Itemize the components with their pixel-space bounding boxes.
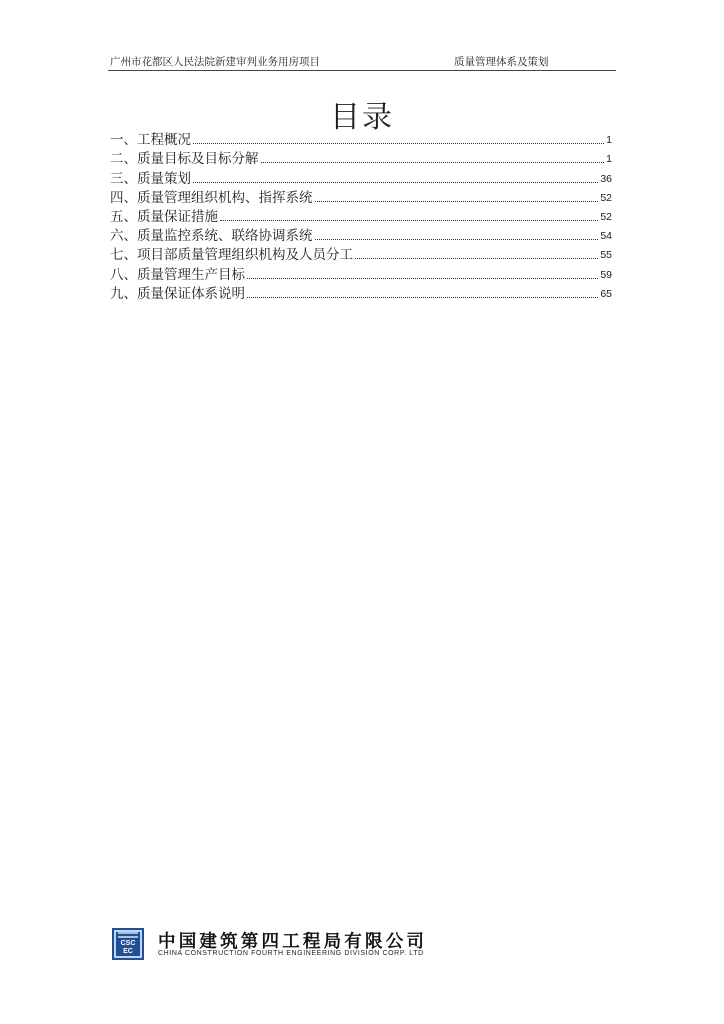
company-name-en: CHINA CONSTRUCTION FOURTH ENGINEERING DIVISION CORP. LTD	[158, 950, 424, 957]
toc-entry[interactable]	[110, 130, 612, 149]
toc-entry-label: 一、工程概况	[110, 132, 191, 149]
toc-entry[interactable]	[110, 188, 612, 207]
cscec-logo-graphic	[112, 928, 144, 960]
toc-dot-leader	[220, 220, 598, 221]
toc-dot-leader	[247, 297, 598, 298]
toc-entry-label: 五、质量保证措施	[110, 208, 218, 225]
toc-dot-leader	[247, 278, 598, 279]
toc-entry[interactable]	[110, 264, 612, 283]
svg-text:EC: EC	[123, 948, 133, 955]
toc-entry[interactable]	[110, 168, 612, 187]
toc-entry-page: 65	[600, 287, 612, 300]
table-of-contents	[110, 130, 612, 303]
header-project-title: 广州市花都区人民法院新建审判业务用房项目	[110, 56, 320, 68]
toc-entry[interactable]	[110, 226, 612, 245]
cscec-logo	[112, 928, 144, 960]
company-name-cn: 中国建筑第四工程局有限公司	[158, 932, 428, 952]
toc-entry-label: 七、项目部质量管理组织机构及人员分工	[110, 247, 353, 264]
toc-dot-leader	[315, 201, 599, 202]
toc-entry-page: 55	[600, 249, 612, 262]
toc-entry-page: 52	[600, 191, 612, 204]
toc-entry-page: 1	[606, 134, 612, 147]
toc-entry-page: 52	[600, 210, 612, 223]
toc-dot-leader	[261, 162, 605, 163]
svg-text:CSC: CSC	[120, 940, 136, 947]
toc-entry-page: 59	[600, 268, 612, 281]
toc-title: 目录	[330, 100, 394, 135]
toc-entry-page: 36	[600, 172, 612, 185]
header-document-title: 质量管理体系及策划	[454, 56, 549, 68]
toc-entry-page: 1	[606, 153, 612, 166]
toc-entry-label: 八、质量管理生产目标	[110, 266, 245, 283]
toc-dot-leader	[315, 239, 599, 240]
toc-dot-leader	[193, 182, 598, 183]
toc-entry[interactable]	[110, 284, 612, 303]
header-divider	[108, 70, 616, 71]
toc-entry[interactable]	[110, 149, 612, 168]
toc-entry-label: 二、质量目标及目标分解	[110, 151, 259, 168]
toc-entry-label: 四、质量管理组织机构、指挥系统	[110, 189, 313, 206]
toc-dot-leader	[193, 143, 604, 144]
toc-entry-page: 54	[600, 230, 612, 243]
toc-entry[interactable]	[110, 207, 612, 226]
toc-entry-label: 三、质量策划	[110, 170, 191, 187]
toc-entry-label: 六、质量监控系统、联络协调系统	[110, 228, 313, 245]
toc-entry[interactable]	[110, 245, 612, 264]
toc-entry-label: 九、质量保证体系说明	[110, 285, 245, 302]
toc-dot-leader	[355, 258, 598, 259]
